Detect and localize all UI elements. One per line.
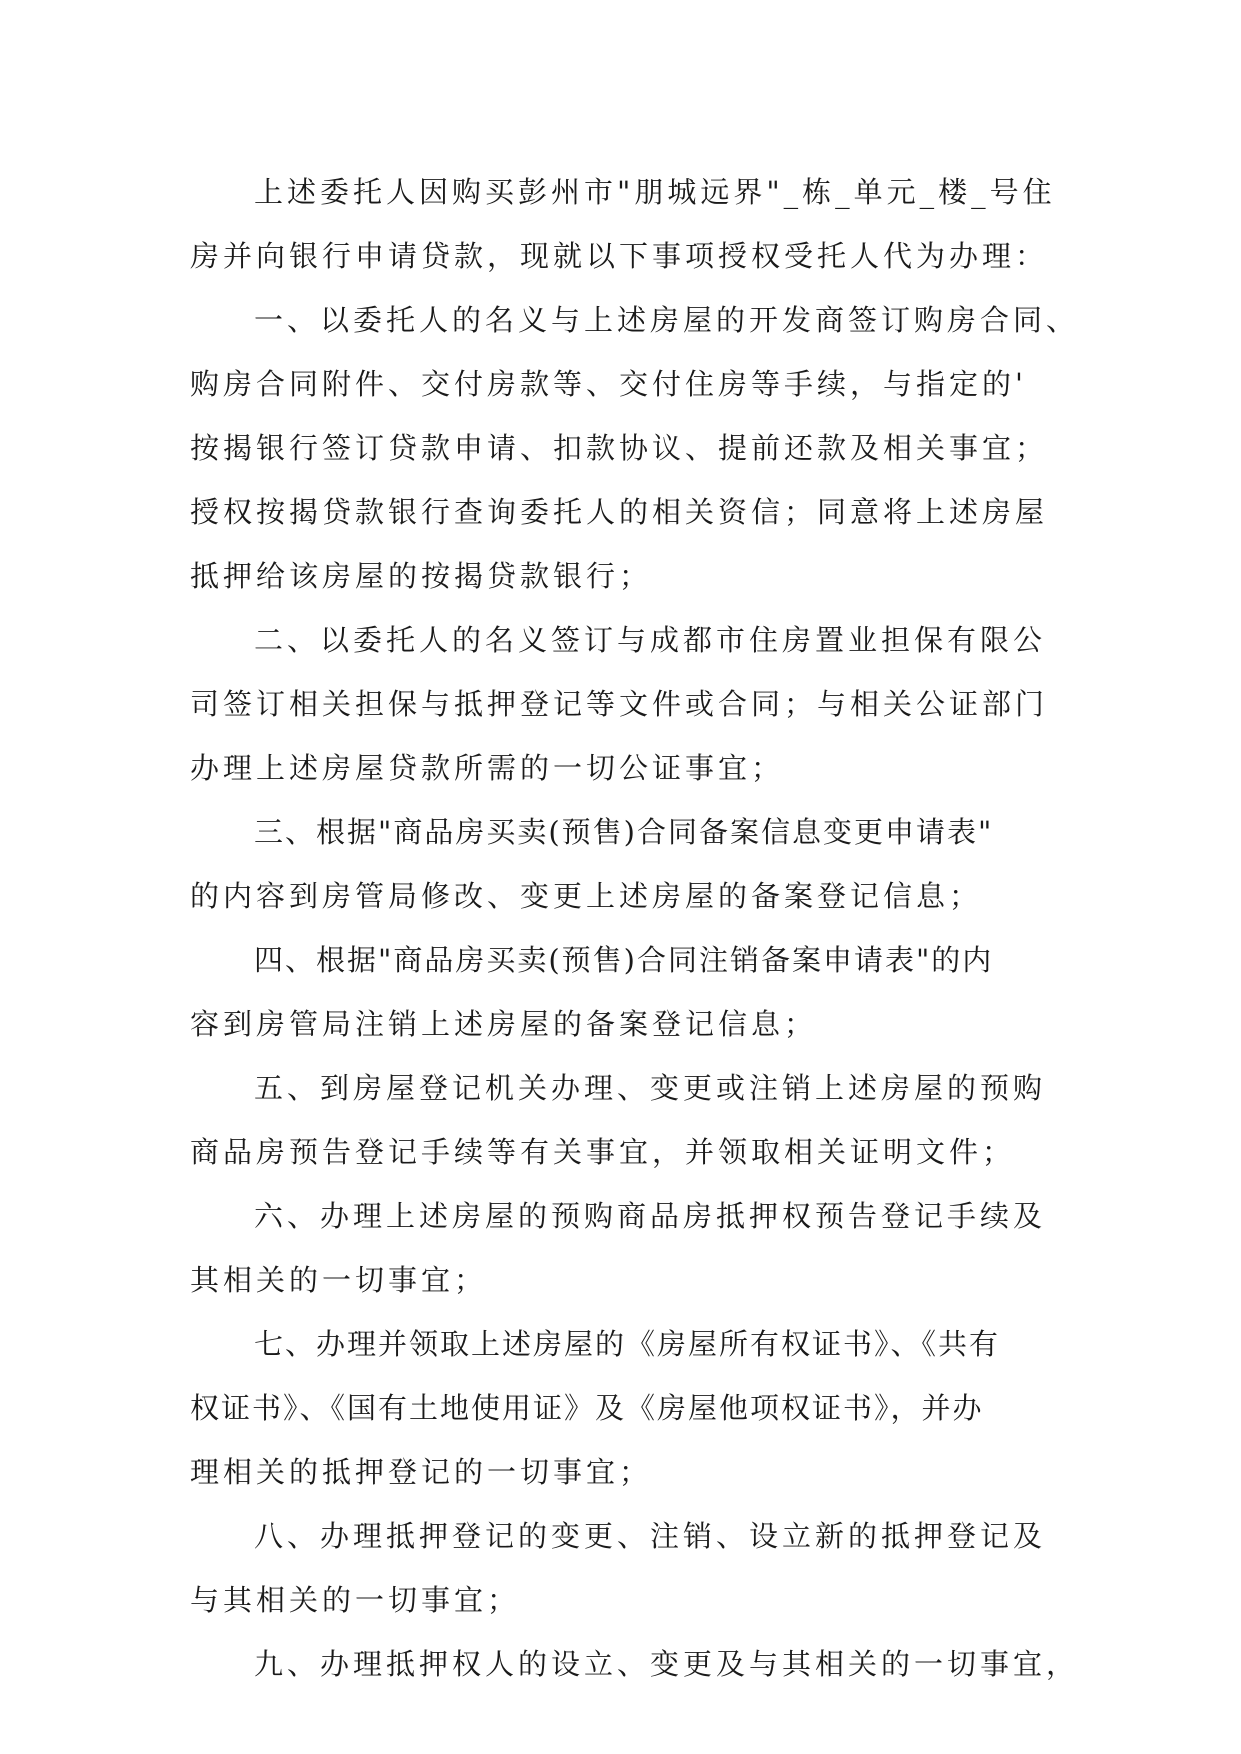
item-2-line-3: 办理上述房屋贷款所需的一切公证事宜； bbox=[190, 751, 785, 785]
item-4-line-1: 四、根据"商品房买卖(预售)合同注销备案申请表"的内 bbox=[254, 943, 994, 977]
item-8-line-1: 八、办理抵押登记的变更、注销、设立新的抵押登记及 bbox=[254, 1519, 1047, 1553]
item-1-line-5: 抵押给该房屋的按揭贷款银行； bbox=[190, 559, 653, 593]
item-1-line-2: 购房合同附件、交付房款等、交付住房等手续，与指定的' bbox=[190, 367, 1027, 401]
item-2-line-2: 司签订相关担保与抵押登记等文件或合同；与相关公证部门 bbox=[190, 687, 1049, 721]
item-1-line-4: 授权按揭贷款银行查询委托人的相关资信；同意将上述房屋 bbox=[190, 495, 1049, 529]
item-7-line-3: 理相关的抵押登记的一切事宜； bbox=[190, 1455, 653, 1489]
item-5-line-1: 五、到房屋登记机关办理、变更或注销上述房屋的预购 bbox=[254, 1071, 1047, 1105]
item-6-line-1: 六、办理上述房屋的预购商品房抵押权预告登记手续及 bbox=[254, 1199, 1047, 1233]
paragraph-intro-line-2: 房并向银行申请贷款，现就以下事项授权受托人代为办理： bbox=[190, 239, 1049, 273]
item-7-line-2: 权证书》、《国有土地使用证》及《房屋他项权证书》，并办 bbox=[190, 1391, 984, 1425]
item-3-line-2: 的内容到房管局修改、变更上述房屋的备案登记信息； bbox=[190, 879, 983, 913]
item-1-line-1: 一、以委托人的名义与上述房屋的开发商签订购房合同、 bbox=[254, 303, 1080, 337]
item-8-line-2: 与其相关的一切事宜； bbox=[190, 1583, 521, 1617]
document-body bbox=[190, 160, 1080, 1696]
item-6-line-2: 其相关的一切事宜； bbox=[190, 1263, 488, 1297]
paragraph-intro-line-1: 上述委托人因购买彭州市"朋城远界"_栋_单元_楼_号住 bbox=[254, 175, 1056, 209]
item-3-line-1: 三、根据"商品房买卖(预售)合同备案信息变更申请表" bbox=[254, 815, 994, 849]
item-7-line-1: 七、办理并领取上述房屋的《房屋所有权证书》、《共有 bbox=[254, 1327, 1001, 1361]
item-2-line-1: 二、以委托人的名义签订与成都市住房置业担保有限公 bbox=[254, 623, 1047, 657]
item-9-line-1: 九、办理抵押权人的设立、变更及与其相关的一切事宜， bbox=[254, 1647, 1080, 1681]
item-4-line-2: 容到房管局注销上述房屋的备案登记信息； bbox=[190, 1007, 818, 1041]
item-1-line-3: 按揭银行签订贷款申请、扣款协议、提前还款及相关事宜； bbox=[190, 431, 1049, 465]
item-5-line-2: 商品房预告登记手续等有关事宜，并领取相关证明文件； bbox=[190, 1135, 1016, 1169]
